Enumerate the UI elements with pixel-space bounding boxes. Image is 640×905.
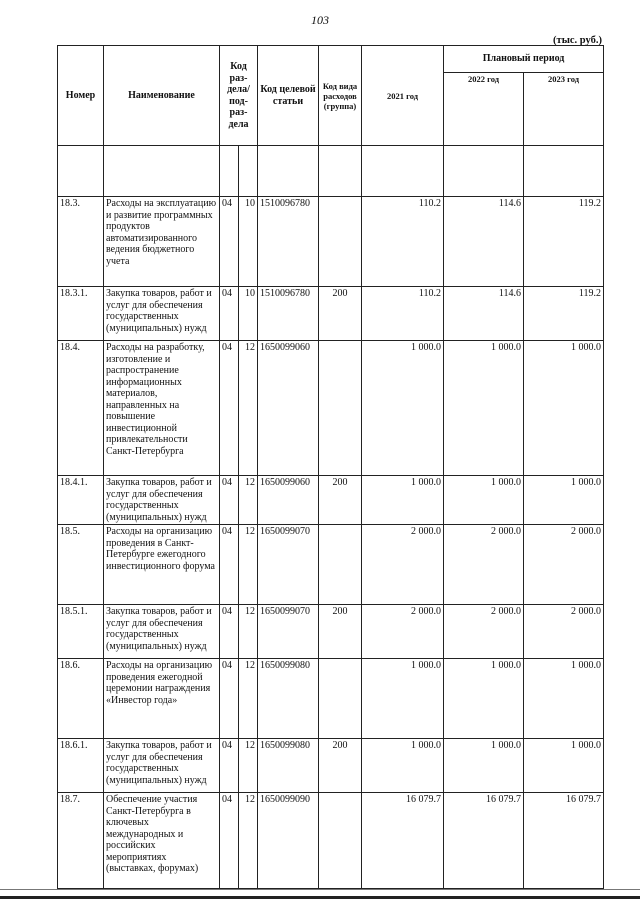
- row-target-code: 1510096780: [258, 197, 319, 287]
- row-value-2021: 1 000.0: [362, 659, 444, 739]
- row-section: 04: [220, 525, 239, 605]
- header-number: Номер: [58, 46, 104, 146]
- row-target-code: 1650099090: [258, 793, 319, 889]
- row-name: Расходы на организацию проведения в Санкт-Петербурге ежегодного инвестиционного форума: [104, 525, 220, 605]
- row-subsection: 12: [239, 793, 258, 889]
- page-number: 103: [311, 13, 329, 27]
- row-value-2023: 119.2: [524, 287, 604, 341]
- row-value-2021: 2 000.0: [362, 525, 444, 605]
- row-expense-type: [319, 341, 362, 476]
- row-expense-type: 200: [319, 739, 362, 793]
- row-subsection: 12: [239, 525, 258, 605]
- row-expense-type: [319, 659, 362, 739]
- row-target-code: 1650099070: [258, 525, 319, 605]
- row-value-2022: 2 000.0: [444, 605, 524, 659]
- footer-rule-thin: [0, 889, 640, 890]
- row-number: 18.4.: [58, 341, 104, 476]
- row-section: 04: [220, 793, 239, 889]
- table-row: [58, 476, 604, 525]
- table-row: [58, 605, 604, 659]
- row-number: 18.3.1.: [58, 287, 104, 341]
- row-section: 04: [220, 659, 239, 739]
- row-section: 04: [220, 287, 239, 341]
- row-section: 04: [220, 739, 239, 793]
- budget-table: [57, 45, 604, 889]
- row-value-2023: 119.2: [524, 197, 604, 287]
- row-name: Закупка товаров, работ и услуг для обеспечения государственных (муниципальных) нужд: [104, 476, 220, 525]
- row-target-code: 1510096780: [258, 287, 319, 341]
- row-value-2021: 1 000.0: [362, 739, 444, 793]
- row-target-code: 1650099060: [258, 341, 319, 476]
- row-value-2023: 2 000.0: [524, 525, 604, 605]
- header-year-2022: 2022 год: [444, 73, 524, 146]
- row-value-2021: 1 000.0: [362, 476, 444, 525]
- row-name: Закупка товаров, работ и услуг для обеспечения государственных (муниципальных) нужд: [104, 287, 220, 341]
- table-row: [58, 739, 604, 793]
- row-expense-type: [319, 525, 362, 605]
- row-value-2021: 110.2: [362, 197, 444, 287]
- row-expense-type: 200: [319, 476, 362, 525]
- row-number: 18.6.1.: [58, 739, 104, 793]
- row-value-2021: 110.2: [362, 287, 444, 341]
- footer-rule: [0, 896, 640, 899]
- table-row: [58, 287, 604, 341]
- row-name: Закупка товаров, работ и услуг для обеспечения государственных (муниципальных) нужд: [104, 605, 220, 659]
- row-subsection: 10: [239, 287, 258, 341]
- row-expense-type: [319, 793, 362, 889]
- row-value-2022: 1 000.0: [444, 659, 524, 739]
- row-section: 04: [220, 341, 239, 476]
- row-value-2021: 16 079.7: [362, 793, 444, 889]
- table-row: [58, 341, 604, 476]
- row-value-2023: 16 079.7: [524, 793, 604, 889]
- header-year-2021: 2021 год: [362, 46, 444, 146]
- table-row: [58, 793, 604, 889]
- header-expense-type-code: Код вида расходов (группа): [319, 46, 362, 146]
- row-value-2022: 1 000.0: [444, 476, 524, 525]
- row-value-2022: 16 079.7: [444, 793, 524, 889]
- row-value-2023: 1 000.0: [524, 659, 604, 739]
- row-subsection: 12: [239, 341, 258, 476]
- row-target-code: 1650099070: [258, 605, 319, 659]
- row-name: Обеспечение участия Санкт-Петербурга в ключевых международных и российских мероприятиях (выставках, форумах): [104, 793, 220, 889]
- row-name: Расходы на разработку, изготовление и распространение информационных материалов, направленных на повышение инвестиционной привлекательности Санкт-Петербурга: [104, 341, 220, 476]
- row-number: 18.7.: [58, 793, 104, 889]
- row-value-2022: 1 000.0: [444, 341, 524, 476]
- header-section-code: Код раз-дела/ под-раз-дела: [220, 46, 258, 146]
- table-body: [58, 197, 604, 889]
- header-planned-period: Плановый период: [444, 46, 604, 73]
- row-value-2023: 1 000.0: [524, 341, 604, 476]
- table-row: [58, 659, 604, 739]
- row-subsection: 12: [239, 659, 258, 739]
- header-year-2023: 2023 год: [524, 73, 604, 146]
- row-subsection: 12: [239, 476, 258, 525]
- row-value-2021: 1 000.0: [362, 341, 444, 476]
- row-value-2022: 114.6: [444, 287, 524, 341]
- row-number: 18.3.: [58, 197, 104, 287]
- row-section: 04: [220, 197, 239, 287]
- row-expense-type: 200: [319, 605, 362, 659]
- row-value-2022: 2 000.0: [444, 525, 524, 605]
- row-name: Расходы на эксплуатацию и развитие программных продуктов автоматизированного ведения бюджетного учета: [104, 197, 220, 287]
- row-expense-type: [319, 197, 362, 287]
- units-label: (тыс. руб.): [553, 35, 602, 46]
- row-name: Расходы на организацию проведения ежегодной церемонии награждения «Инвестор года»: [104, 659, 220, 739]
- header-name: Наименование: [104, 46, 220, 146]
- table-row: [58, 197, 604, 287]
- table-row: [58, 525, 604, 605]
- row-target-code: 1650099060: [258, 476, 319, 525]
- header-target-code: Код целевой статьи: [258, 46, 319, 146]
- row-value-2022: 1 000.0: [444, 739, 524, 793]
- row-value-2023: 1 000.0: [524, 739, 604, 793]
- row-expense-type: 200: [319, 287, 362, 341]
- row-target-code: 1650099080: [258, 739, 319, 793]
- row-number: 18.6.: [58, 659, 104, 739]
- row-value-2023: 2 000.0: [524, 605, 604, 659]
- row-subsection: 12: [239, 605, 258, 659]
- row-section: 04: [220, 605, 239, 659]
- row-name: Закупка товаров, работ и услуг для обеспечения государственных (муниципальных) нужд: [104, 739, 220, 793]
- row-value-2023: 1 000.0: [524, 476, 604, 525]
- header-spacer-row: [58, 146, 604, 197]
- row-number: 18.5.1.: [58, 605, 104, 659]
- row-subsection: 12: [239, 739, 258, 793]
- row-section: 04: [220, 476, 239, 525]
- row-value-2022: 114.6: [444, 197, 524, 287]
- row-subsection: 10: [239, 197, 258, 287]
- row-number: 18.5.: [58, 525, 104, 605]
- row-number: 18.4.1.: [58, 476, 104, 525]
- row-target-code: 1650099080: [258, 659, 319, 739]
- row-value-2021: 2 000.0: [362, 605, 444, 659]
